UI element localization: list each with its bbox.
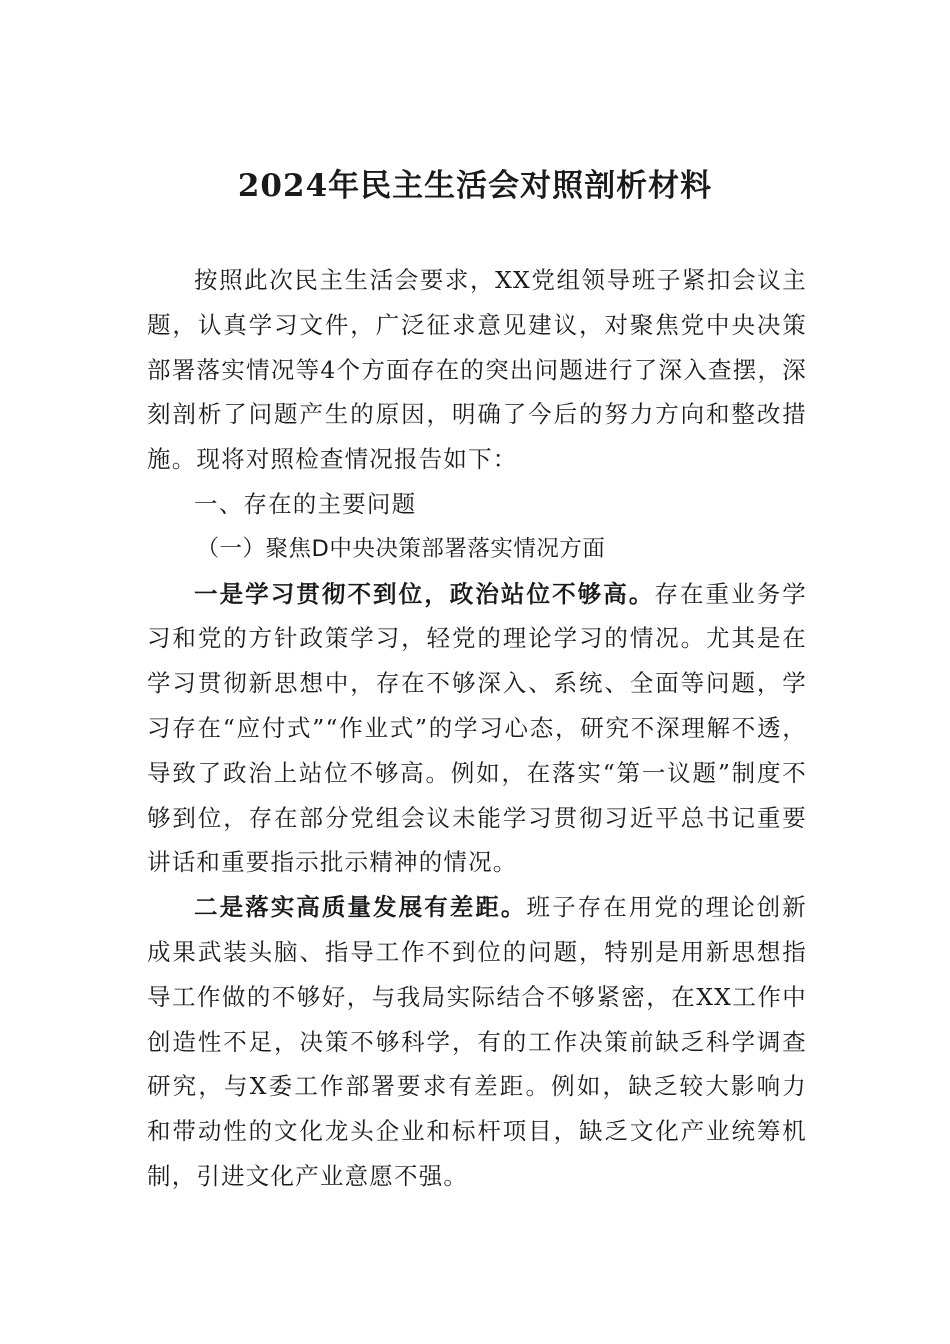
- document-body: [147, 258, 807, 1199]
- section-heading: 一、存在的主要问题: [194, 489, 417, 518]
- item-paragraph-2: [147, 885, 807, 1199]
- document-title: 2024年民主生活会对照剖析材料: [237, 168, 713, 204]
- item-paragraph-1: [147, 572, 807, 886]
- item-lead-2: 二是落实高质量发展有差距。: [194, 893, 527, 922]
- item-text-1: 存在重业务学习和党的方针政策学习，轻党的理论学习的情况。尤其是在学习贯彻新思想中，存在不够深入、系统、全面等问题，学习存在“应付式”“作业式”的学习心态，研究不深理解不透，导致了政治上站位不够高。例如，在落实“第一议题”制度不够到位，存在部分党组会议未能学习贯彻习近平总书记重要讲话和重要指示批示精神的情况。: [147, 579, 807, 877]
- intro-paragraph: 按照此次民主生活会要求，XX党组领导班子紧扣会议主题，认真学习文件，广泛征求意见建议，对聚焦党中央决策部署落实情况等4个方面存在的突出问题进行了深入查摆，深刻剖析了问题产生的原因，明确了今后的努力方向和整改措施。现将对照检查情况报告如下：: [147, 266, 807, 474]
- item-text-2: 班子存在用党的理论创新成果武装头脑、指导工作不到位的问题，特别是用新思想指导工作做的不够好，与我局实际结合不够紧密，在XX工作中创造性不足，决策不够科学，有的工作决策前缺乏科学调查研究，与X委工作部署要求有差距。例如，缺乏较大影响力和带动性的文化龙头企业和标杆项目，缺乏文化产业统筹机制，引进文化产业意愿不强。: [147, 893, 807, 1190]
- item-lead-1: 一是学习贯彻不到位，政治站位不够高。: [194, 579, 655, 608]
- subsection-heading: （一）聚焦D中央决策部署落实情况方面: [196, 535, 606, 562]
